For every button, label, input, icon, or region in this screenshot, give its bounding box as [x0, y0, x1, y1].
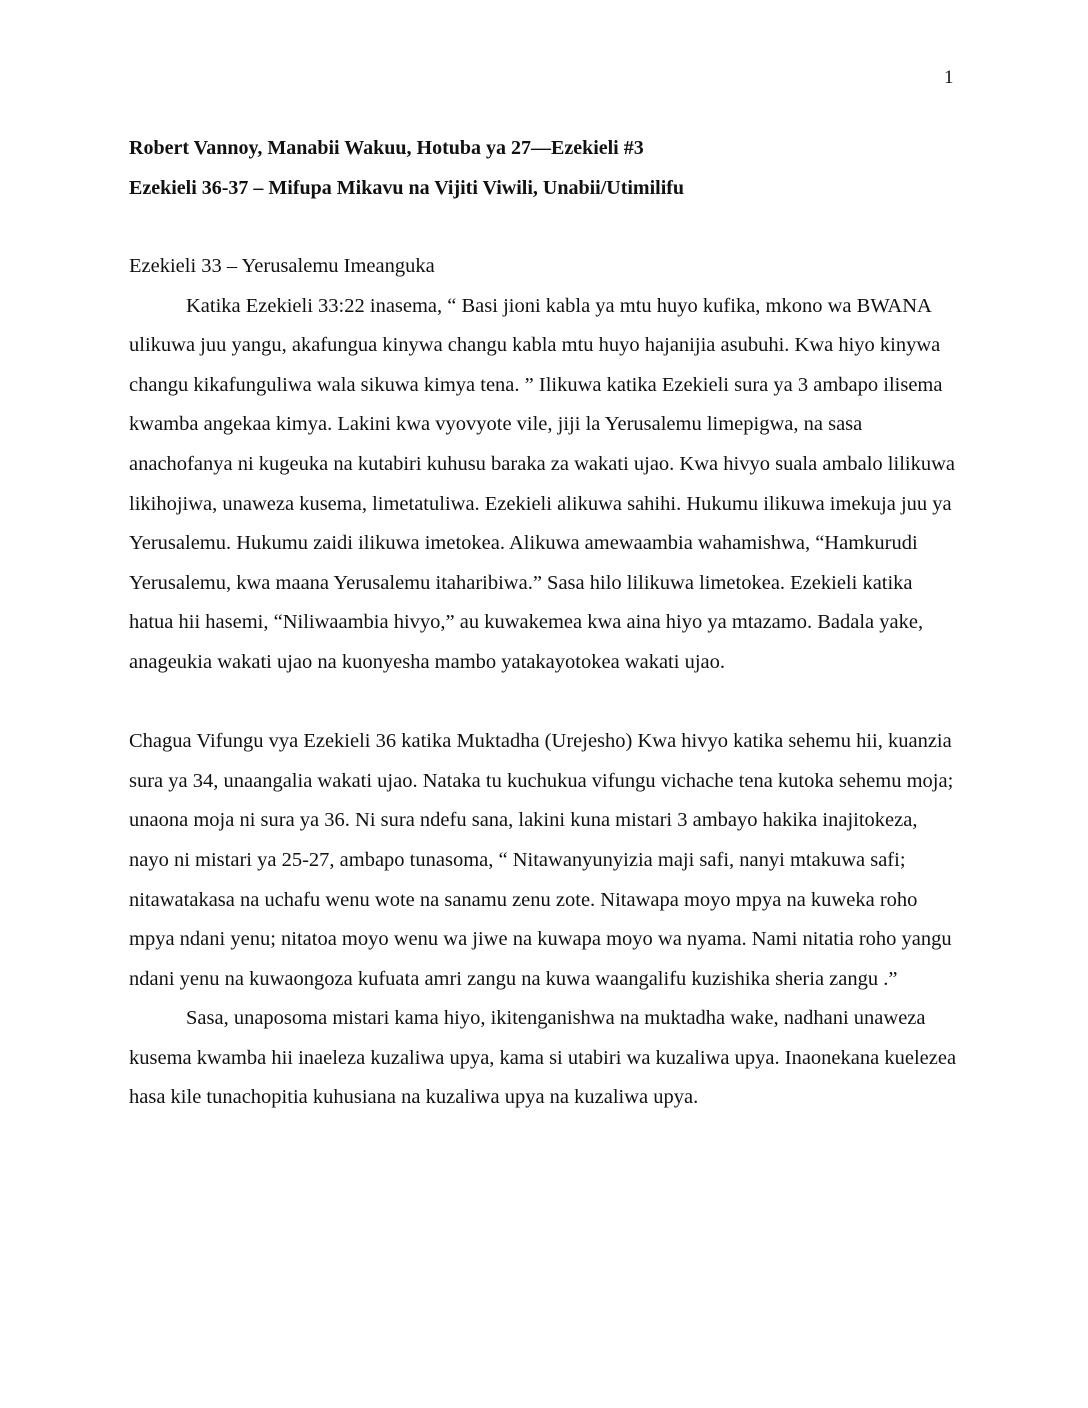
title-line-2: Ezekieli 36-37 – Mifupa Mikavu na Vijiti Viwili, Unabii/Utimilifu — [129, 177, 685, 199]
paragraph-ezekieli-36-commentary: Sasa, unaposoma mistari kama hiyo, ikitenganishwa na muktadha wake, nadhani unaweza kusema kwamba hii inaeleza kuzaliwa upya, kama si utabiri wa kuzaliwa upya. Inaonekana kuelezea hasa kile tunachopitia kuhusiana na kuzaliwa upya na kuzaliwa upya. — [129, 1007, 957, 1109]
section-heading-ezekieli-33: Ezekieli 33 – Yerusalemu Imeanguka — [129, 255, 435, 277]
paragraph-ezekieli-36-intro: Chagua Vifungu vya Ezekieli 36 katika Muktadha (Urejesho) Kwa hivyo katika sehemu hii, kuanzia sura ya 34, unaangalia wakati ujao. Nataka tu kuchukua vifungu vichache tena kutoka sehemu moja; unaona moja ni sura ya 36. Ni sura ndefu sana, lakini kuna mistari 3 ambayo hakika inajitokeza, nayo ni mistari ya 25-27, ambapo tunasoma, “ Nitawanyunyizia maji safi, nanyi mtakuwa safi; nitawatakasa na uchafu wenu wote na sanamu zenu zote. Nitawapa moyo mpya na kuweka roho mpya ndani yenu; nitatoa moyo wenu wa jiwe na kuwapa moyo wa nyama. Nami nitatia roho yangu ndani yenu na kuwaongoza kufuata amri zangu na kuwa waangalifu kuzishika sheria zangu .” — [129, 730, 954, 990]
document-body — [129, 247, 961, 1118]
document-title — [129, 128, 969, 208]
title-line-1: Robert Vannoy, Manabii Wakuu, Hotuba ya 27—Ezekieli #3 — [129, 137, 644, 159]
page-number: 1 — [944, 67, 954, 88]
paragraph-gap — [129, 683, 961, 723]
paragraph-ezekieli-33: Katika Ezekieli 33:22 inasema, “ Basi jioni kabla ya mtu huyo kufika, mkono wa BWANA ulikuwa juu yangu, akafungua kinywa changu kabla mtu huyo hajanijia asubuhi. Kwa hiyo kinywa changu kikafunguliwa wala sikuwa kimya tena. ” Ilikuwa katika Ezekieli sura ya 3 ambapo ilisema kwamba angekaa kimya. Lakini kwa vyovyote vile, jiji la Yerusalemu limepigwa, na sasa anachofanya ni kugeuka na kutabiri kuhusu baraka za wakati ujao. Kwa hivyo suala ambalo lilikuwa likihojiwa, unaweza kusema, limetatuliwa. Ezekieli alikuwa sahihi. Hukumu ilikuwa imekuja juu ya Yerusalemu. Hukumu zaidi ilikuwa imetokea. Alikuwa amewaambia wahamishwa, “Hamkurudi Yerusalemu, kwa maana Yerusalemu itaharibiwa.” Sasa hilo lilikuwa limetokea. Ezekieli katika hatua hii hasemi, “Niliwaambia hivyo,” au kuwakemea kwa aina hiyo ya mtazamo. Badala yake, anageukia wakati ujao na kuonyesha mambo yatakayotokea wakati ujao. — [129, 294, 955, 673]
